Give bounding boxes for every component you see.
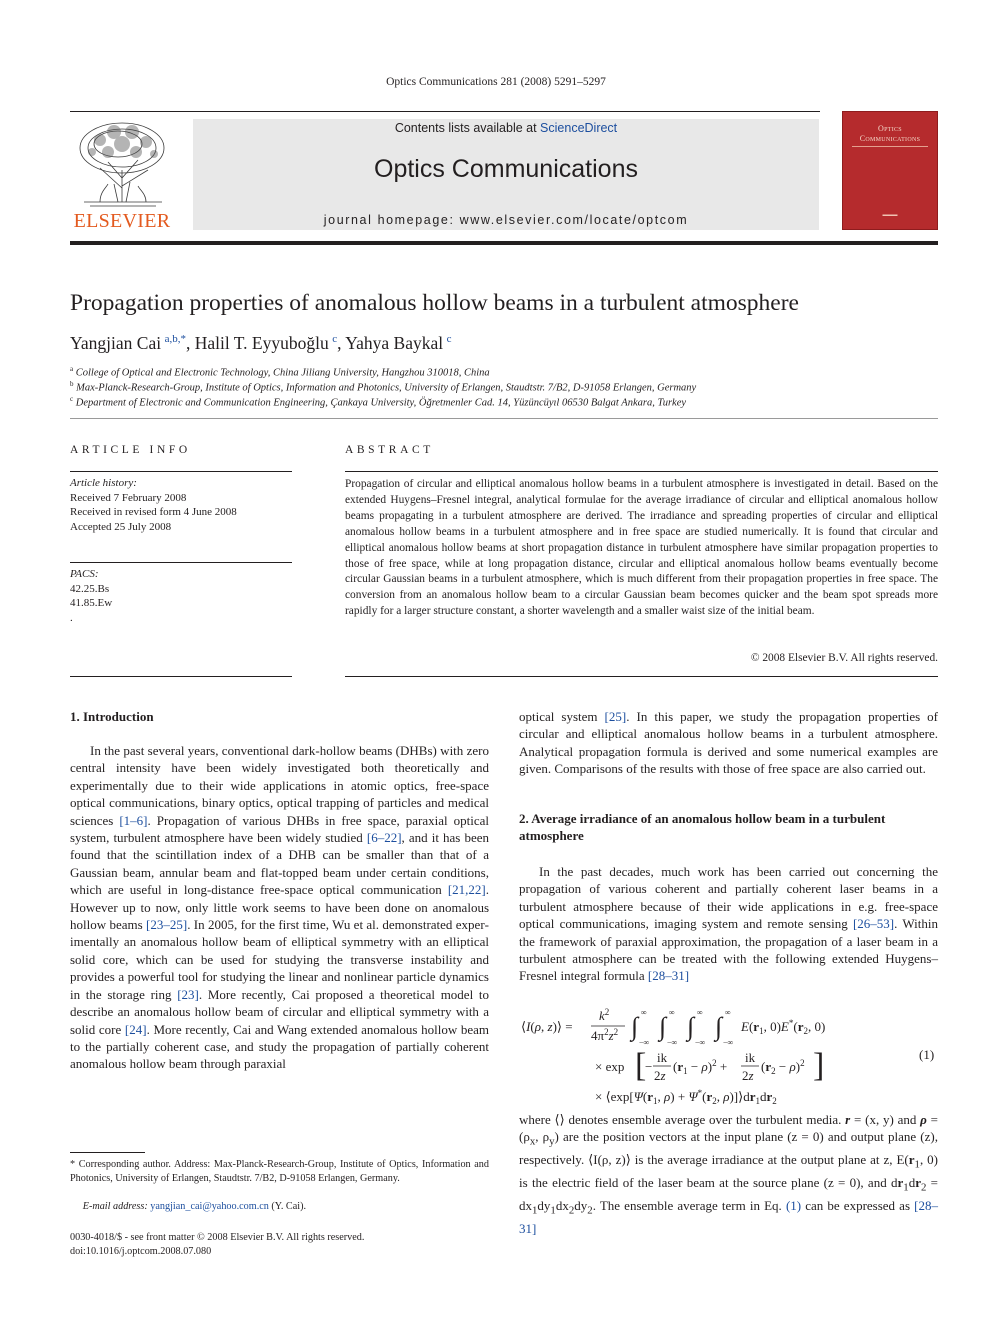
cover-title: Optics Communications: [859, 124, 921, 143]
article-history: [70, 476, 237, 534]
intro-continued-text: optical system [25]. In this paper, we study the propagation properties of circular and elliptical anomalous hollow beams in a turbulent atmosphere. Analytical propagation formula is derived and some numerical examples are given. Comparisons of the results with those of free space are also carried out.: [519, 709, 938, 777]
svg-text:∞: ∞: [725, 1008, 731, 1017]
article-info-heading: ARTICLE INFO: [70, 444, 191, 456]
author-list: Yangjian Cai $^{a,b,*}$, Halil T. Eyyuboğlu $^c$, Yahya Baykal $^c$: [70, 333, 452, 353]
contents-availability: [193, 121, 819, 135]
svg-text:4π2z2: $4\pi^2z^2$: [591, 1027, 619, 1043]
citation-link[interactable]: [23]: [177, 986, 199, 1002]
svg-text:2z: 2z: [654, 1068, 666, 1083]
journal-citation: Optics Communications 281 (2008) 5291–5297: [386, 76, 606, 88]
author-affiliation-marker[interactable]: c: [332, 333, 338, 346]
pacs-label: PACS:: [70, 568, 99, 580]
email-label: E-mail address:: [82, 1201, 151, 1212]
svg-text:−: −: [645, 1059, 653, 1074]
author-email: [70, 1200, 489, 1214]
doi-line[interactable]: doi:10.1016/j.optcom.2008.07.080: [70, 1246, 212, 1258]
affiliation-c: $^c$ Department of Electronic and Communication Engineering, Çankaya University, Öğretmenler Cad. 14, Yüzüncüyıl 06530 Balgat Ankara, Turkey: [70, 395, 687, 409]
svg-text:k2: $k^2$: [599, 1007, 610, 1023]
svg-text:−∞: −∞: [695, 1038, 706, 1047]
equation-ref-link[interactable]: (1): [785, 1198, 802, 1214]
abstract-rule: [345, 676, 938, 677]
citation-link[interactable]: [28–31]: [647, 968, 690, 984]
history-revised: Received in revised form 4 June 2008: [70, 506, 237, 518]
svg-text:E(r1, 0)E*(r2, 0): $E(r_1$, $0)E^*(r_2$, 0): [741, 1018, 826, 1036]
article-info-rule: [70, 562, 292, 563]
author-name[interactable]: Halil T. Eyyuboğlu: [194, 333, 329, 353]
svg-text:−∞: −∞: [723, 1038, 734, 1047]
pacs-code: 41.85.Ew: [70, 597, 113, 609]
section2-paragraph-text: In the past decades, much work has been carried out concerning the propagation of various coherent and partially coherent laser beams in a turbulent atmosphere because of their wide applications in e.g. free-space optical communications, imaging system and remote sensing [26–53]. Within the framework of paraxial approximation, the propagation of a laser beam in a turbulent atmosphere can be treated with the following extended Huygens–Fresnel integral formula [28–31]: [519, 864, 938, 984]
article-info-rule: [70, 676, 292, 677]
section-heading-introduction: 1. Introduction: [70, 709, 154, 724]
svg-text:∫: ∫: [631, 1012, 639, 1041]
front-matter: [70, 1231, 364, 1259]
article-info-rule: [70, 471, 292, 472]
svg-text:(r1 − ρ)2 +: $(r_1 - \rho)^2$ +: [673, 1058, 728, 1076]
section-heading-average-irradiance: 2. Average irradiance of an anomalous hollow beam in a turbulent atmosphere: [519, 811, 886, 844]
svg-text:(r2 − ρ)2: $(r_2 - \rho)^2$: [761, 1058, 805, 1076]
cover-publisher-mark-icon: ▬▬▬: [882, 213, 898, 218]
corresponding-author-footnote: * Corresponding author. Address: Max-Planck-Research-Group, Institute of Optics, Information and Photonics, University of Erlangen, Staudtstr. 7/B2, D-91058 Erlangen, Germany.: [70, 1159, 489, 1184]
svg-text:ik: ik: [657, 1050, 668, 1065]
journal-homepage[interactable]: journal homepage: www.elsevier.com/locate/optcom: [323, 213, 689, 227]
equation-1: [519, 1005, 938, 1110]
contents-prefix: Contents lists available at: [394, 121, 541, 135]
citation-link[interactable]: [1–6]: [119, 812, 148, 828]
svg-text:]: ]: [813, 1047, 825, 1084]
svg-text:∞: ∞: [641, 1008, 647, 1017]
history-accepted: Accepted 25 July 2008: [70, 520, 172, 533]
svg-text:∫: ∫: [715, 1012, 723, 1041]
introduction-continued: [519, 708, 938, 778]
header-thick-rule: [70, 241, 938, 245]
affiliation-b: $^b$ Max-Planck-Research-Group, Institute of Optics, Information and Photonics, University of Erlangen, Staudtstr. 7/B2, D-91058 Erlangen, Germany: [70, 380, 697, 394]
citation-link[interactable]: [23–25]: [146, 917, 188, 933]
svg-text:∞: ∞: [697, 1008, 703, 1017]
abstract-rule: [345, 471, 938, 472]
svg-text:⟨I(ρ, z)⟩ =: ⟨I(ρ, z)⟩ =: [521, 1019, 573, 1034]
svg-text:−∞: −∞: [667, 1038, 678, 1047]
issn-line: 0030-4018/$ - see front matter © 2008 Elsevier B.V. All rights reserved.: [70, 1232, 365, 1243]
svg-text:× exp: × exp: [595, 1059, 625, 1074]
svg-text:[: [: [635, 1047, 647, 1084]
equation-explanation: [519, 1111, 938, 1238]
elsevier-wordmark[interactable]: ELSEVIER: [73, 210, 171, 232]
citation-link[interactable]: [28–31]: [519, 1198, 938, 1237]
history-label: Article history:: [70, 477, 137, 489]
svg-text:∞: ∞: [669, 1008, 675, 1017]
equation-explanation-text: where ⟨⟩ denotes ensemble average over the turbulent media. r = (x, y) and $\rho = (\rho_x$, $\rho_y$) are the position vectors at the input plane (z = 0) and output plane (z), respectively. ⟨I(ρ, z)⟩ is the average irradiance at the output plane at z, $E(r_1$, 0) is the electric field of the laser beam at the source plane (z = 0), and $dr_1dr_2 = dx_1dy_1dx_2dy_2$. The ensemble average term in Eq. (1) can be expressed as [28–31]: [519, 1112, 938, 1237]
pacs-codes: [70, 567, 112, 625]
citation-link[interactable]: [25]: [604, 709, 627, 724]
abstract-text: Propagation of circular and elliptical anomalous hollow beams in a turbulent atmosphere is investigated in detail. Based on the extended Huygens–Fresnel integral, analytical formulae for the average irradiance of circular and elliptical anomalous hollow beams propagating in a turbulent atmosphere are derived. The irradiance and spreading properties of circular and elliptical anomalous hollow beams in a turbulent atmosphere and in free space are studied numerically. It is found that circular and elliptical anomalous hollow beams at short propagation distance in turbulent atmosphere have similar propagation properties to those of free space, while at long propagation distance, circular and elliptical anomalous hollow beams eventually become circular Gaussian beams in a turbulent atmosphere, which is much different from their propagation properties in free space. The conversion from an anomalous hollow beam to a circular Gaussian beam becomes quicker and the beam spot spreads more rapidly for a larger structure constant, a shorter wavelength and a smaller waist size of the initial beam.: [345, 478, 938, 618]
header-rule: [70, 111, 820, 112]
introduction-paragraph: [70, 742, 489, 1073]
author-name[interactable]: Yangjian Cai: [70, 333, 162, 353]
author-name[interactable]: Yahya Baykal: [345, 333, 444, 353]
citation-link[interactable]: [21,22]: [447, 882, 486, 898]
email-link[interactable]: yangjian_cai@yahoo.com.cn: [150, 1201, 269, 1212]
cover-decoration: [852, 146, 928, 147]
svg-text:ik: ik: [745, 1050, 756, 1065]
journal-title: Optics Communications: [374, 155, 638, 183]
svg-text:∫: ∫: [659, 1012, 667, 1041]
abstract-heading: ABSTRACT: [345, 444, 434, 456]
section-divider: [70, 418, 938, 419]
citation-link[interactable]: [26–53]: [852, 916, 895, 932]
section2-paragraph: [519, 863, 938, 985]
equation-number: (1): [919, 1047, 935, 1062]
pacs-code: 42.25.Bs: [70, 582, 110, 595]
history-received: Received 7 February 2008: [70, 491, 187, 504]
affiliation-a: $^a$ College of Optical and Electronic Technology, China Jiliang University, Hangzhou 310018, China: [70, 365, 490, 379]
svg-text:∫: ∫: [687, 1012, 695, 1041]
citation-link[interactable]: [24]: [124, 1021, 147, 1037]
svg-text:× ⟨exp[Ψ(r1, ρ) + Ψ*(r2, ρ)]⟩d: × $⟨\exp[\Psi(r_1$, $\rho) + \Psi^*(r_2$, $\rho)]⟩dr_1dr_2$: [595, 1088, 777, 1106]
abstract-copyright: © 2008 Elsevier B.V. All rights reserved.: [750, 652, 938, 664]
sciencedirect-link[interactable]: ScienceDirect: [540, 121, 618, 135]
citation-link[interactable]: [6–22]: [366, 830, 402, 846]
author-affiliation-marker[interactable]: a,b,*: [164, 333, 186, 346]
pacs-code: .: [70, 611, 73, 624]
footnote-rule: [70, 1152, 145, 1153]
svg-text:2z: 2z: [742, 1068, 754, 1083]
author-affiliation-marker[interactable]: c: [446, 333, 452, 346]
email-suffix: (Y. Cai).: [268, 1201, 307, 1212]
paper-title: Propagation properties of anomalous hollow beams in a turbulent atmosphere: [70, 290, 799, 316]
svg-text:−∞: −∞: [639, 1038, 650, 1047]
intro-paragraph-text: In the past several years, conventional dark-hollow beams (DHBs) with zero central intensity have been widely investigated both theoretically and experimentally due to their wide applications in atomic optics, free-space optical communications, binary optics, optical trapping of particles and medical sciences [1–6]. Propagation of various DHBs in free space, paraxial optical system, turbulent atmosphere have been widely studied [6–22], and it has been found that the scintillation index of a DHB can be smaller than that of a Gaussian beam, annular beam and flat-topped beam under certain conditions, which are useful in long-distance free-space optical communication [21,22]. However up to now, only little work seems to have been done on anomalous hollow beams [23–25]. In 2005, for the first time, Wu et al. demonstrated experimentally an anomalous hollow beam of elliptical symmetry with an elliptical solid core, which can be used for studying the transverse instability and provides a powerful tool for studying the linear and nonlinear particle dynamics in the storage ring [23]. More recently, Cai proposed a theoretical model to describe an anomalous hollow beam of circular and elliptical symmetry with a solid core [24]. More recently, Cai and Wang extended anomalous hollow beam to the partially coherent case, and study the propagation of partially coherent anomalous hollow beam through paraxial: [70, 743, 489, 1072]
